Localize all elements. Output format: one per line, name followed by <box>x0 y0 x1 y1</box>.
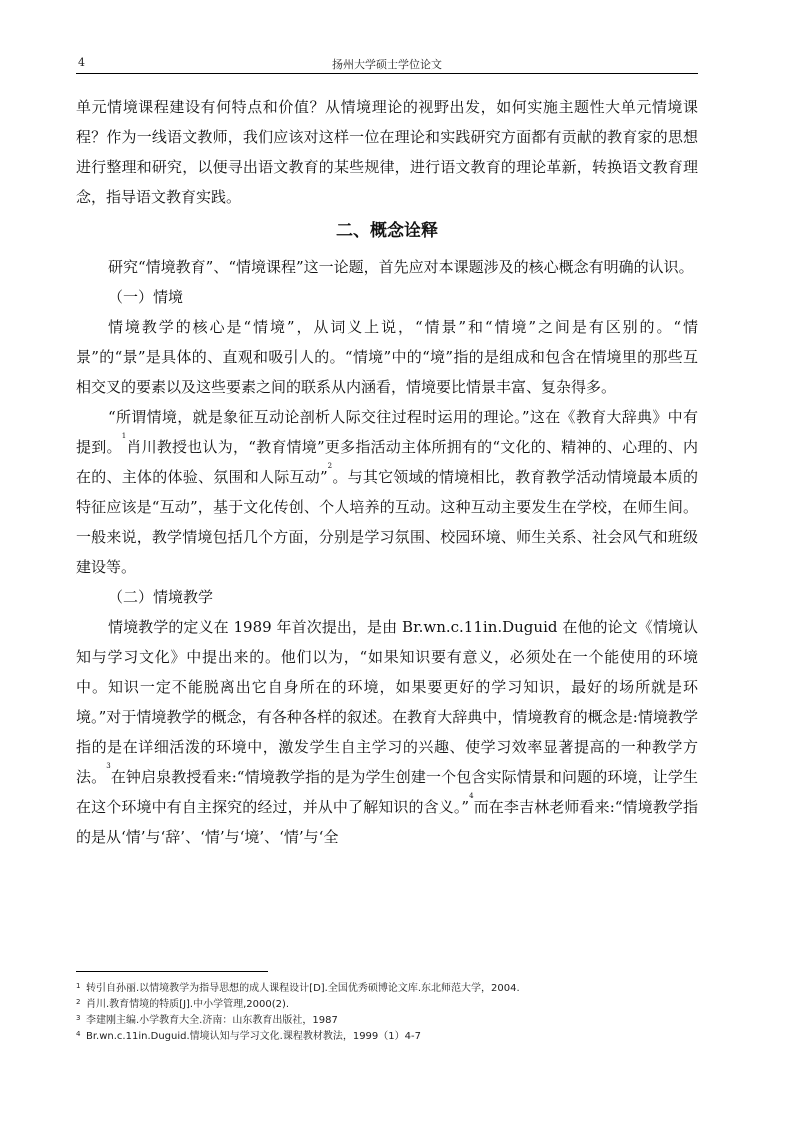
footnote-ref-1: 1 <box>121 432 127 440</box>
footnote <box>76 1013 698 1029</box>
text-run: 而在李吉林老师看来:“情境教学指的是从‘情’与‘辞’、‘情’与‘境’、‘情’与‘全 <box>76 798 698 846</box>
footnote-text: 肖川.教育情境的特质[J].中小学管理,2000(2). <box>86 999 290 1010</box>
footnotes <box>76 981 698 1045</box>
situation-paragraph-2 <box>76 402 698 582</box>
text-run: 肖川教授也认为，“教育情境”更多指活动主体所拥有的“文化的、精神的、心理的、内在的、主体的体验、氛围和人际互动” <box>76 438 698 486</box>
text-run: 。与其它领域的情境相比，教育教学活动情境最本质的特征应该是“互动”，基于文化传创、个人培养的互动。这种互动主要发生在学校，在师生间。一般来说，教学情境包括几个方面，分别是学习氛围、校园环境、师生关系、社会风气和班级建设等。 <box>76 468 698 576</box>
main-text <box>76 92 698 852</box>
footnote-ref-2: 2 <box>327 462 333 470</box>
footnote <box>76 997 698 1013</box>
page-number: 4 <box>78 56 85 69</box>
footnote-ref-4: 4 <box>469 792 474 800</box>
subsection-heading-teaching: （二）情境教学 <box>108 588 214 606</box>
intro-paragraph: 单元情境课程建设有何特点和价值？从情境理论的视野出发，如何实施主题性大单元情境课程？作为一线语文教师，我们应该对这样一位在理论和实践研究方面都有贡献的教育家的思想进行整理和研究，以便寻出语文教育的某些规律，进行语文教育的理论革新，转换语文教育理念，指导语文教育实践。 <box>76 98 698 206</box>
footnote-number: 4 <box>76 1030 81 1038</box>
situation-paragraph-1: 情境教学的核心是“情境”，从词义上说，“情景”和“情境”之间是有区别的。“情景”的“景”是具体的、直观和吸引人的。“情境”中的“境”指的是组成和包含在情境里的那些互相交叉的要素以及这些要素之间的联系从内涵看，情境要比情景丰富、复杂得多。 <box>76 318 698 396</box>
footnote-number: 1 <box>76 982 81 990</box>
teaching-paragraph <box>76 612 698 852</box>
page-header <box>76 56 698 74</box>
concept-paragraph: 研究“情境教育”、“情境课程”这一论题，首先应对本课题涉及的核心概念有明确的认识。 <box>108 258 694 276</box>
footnote-text: 李建刚主编.小学教育大全.济南：山东教育出版社，1987 <box>86 1015 338 1026</box>
footnote <box>76 1029 698 1045</box>
footnote-number: 3 <box>76 1014 81 1022</box>
footnote <box>76 981 698 997</box>
text-run: “所谓情境，就是象征互动论剖析人际交往过程时运用的理论。”这在《教育大辞典》中有提到。 <box>76 408 698 456</box>
subsection-heading-situation: （一）情境 <box>108 288 184 306</box>
footnote-ref-3: 3 <box>106 762 111 770</box>
text-run: 在钟启泉教授看来:“情境教学指的是为学生创建一个包含实际情景和问题的环境，让学生在这个环境中有自主探究的经过，并从中了解知识的含义。” <box>76 768 698 816</box>
footnote-rule <box>76 971 268 972</box>
section-heading: 二、概念诠释 <box>336 221 438 241</box>
footnote-number: 2 <box>76 998 81 1006</box>
footnote-text: Br.wn.c.11in.Duguid.情境认知与学习文化.课程教材教法，1999（1）4-7 <box>86 1031 421 1042</box>
footnote-text: 转引自孙丽.以情境教学为指导思想的成人课程设计[D].全国优秀硕博论文库.东北师范大学，2004. <box>86 983 520 994</box>
header-rule <box>76 73 698 74</box>
running-title: 扬州大学硕士学位论文 <box>332 58 442 71</box>
text-run: 情境教学的定义在 1989 年首次提出，是由 Br.wn.c.11in.Duguid 在他的论文《情境认知与学习文化》中提出来的。他们以为，“如果知识要有意义，必须处在一个能使用的环境中。知识一定不能脱离出它自身所在的环境，如果要更好的学习知识，最好的场所就是环境。”对于情境教学的概念，有各种各样的叙述。在教育大辞典中，情境教育的概念是:情境教学指的是在详细活泼的环境中，激发学生自主学习的兴趣、使学习效率显著提高的一种教学方法。 <box>76 618 698 786</box>
